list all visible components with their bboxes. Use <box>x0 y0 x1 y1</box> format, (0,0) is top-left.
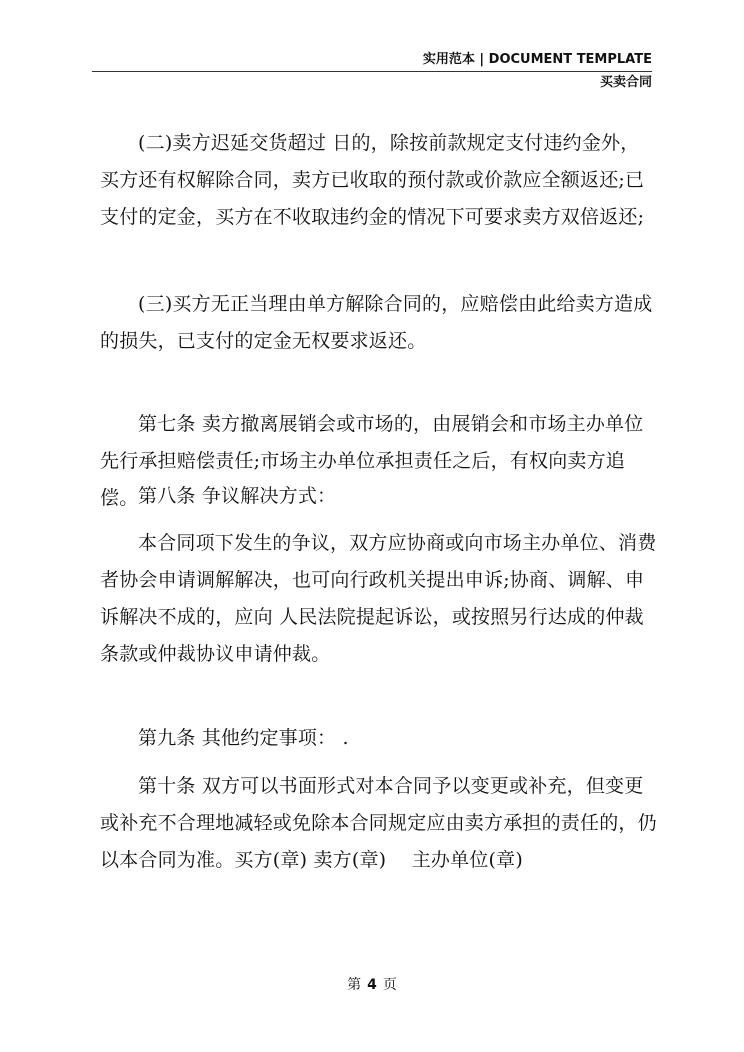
footer-prefix: 第 <box>347 977 362 993</box>
page-number: 4 <box>367 977 377 993</box>
header-divider <box>92 71 652 72</box>
paragraph-breach-delivery: (二)卖方迟延交货超过 日的，除按前款规定支付违约金外，买方还有权解除合同，卖方已收取的预付款或价款应全额返还;已支付的定金，买方在不收取违约金的情况下可要求卖方双倍返还; <box>100 132 645 228</box>
paragraph-article-10: 第十条 双方可以书面形式对本合同予以变更或补充，但变更或补充不合理地减轻或免除本合同规定应由卖方承担的责任的，仍以本合同为准。买方(章) 卖方(章) 主办单位(章) <box>100 775 657 871</box>
page-footer <box>0 974 744 994</box>
paragraph-article-9: 第九条 其他约定事项： . <box>138 727 349 749</box>
paragraph-article-8-heading: 第八条 争议解决方式： <box>138 485 337 507</box>
header-brand: 实用范本 | DOCUMENT TEMPLATE <box>422 52 652 67</box>
header-doc-title: 买卖合同 <box>599 75 652 90</box>
paragraph-dispute-resolution: 本合同项下发生的争议，双方应协商或向市场主办单位、消费者协会申请调解解决，也可向行政机关提出申诉;协商、调解、申诉解决不成的，应向 人民法院提起诉讼，或按照另行达成的仲裁条款或仲裁协议申请仲裁。 <box>100 532 657 665</box>
footer-suffix: 页 <box>382 977 397 993</box>
paragraph-buyer-termination: (三)买方无正当理由单方解除合同的，应赔偿由此给卖方造成的损失，已支付的定金无权要求返还。 <box>100 293 653 352</box>
paragraph-article-7: 第七条 卖方撤离展销会或市场的，由展销会和市场主办单位先行承担赔偿责任;市场主办单位承担责任之后，有权向卖方追偿。 <box>100 413 644 509</box>
